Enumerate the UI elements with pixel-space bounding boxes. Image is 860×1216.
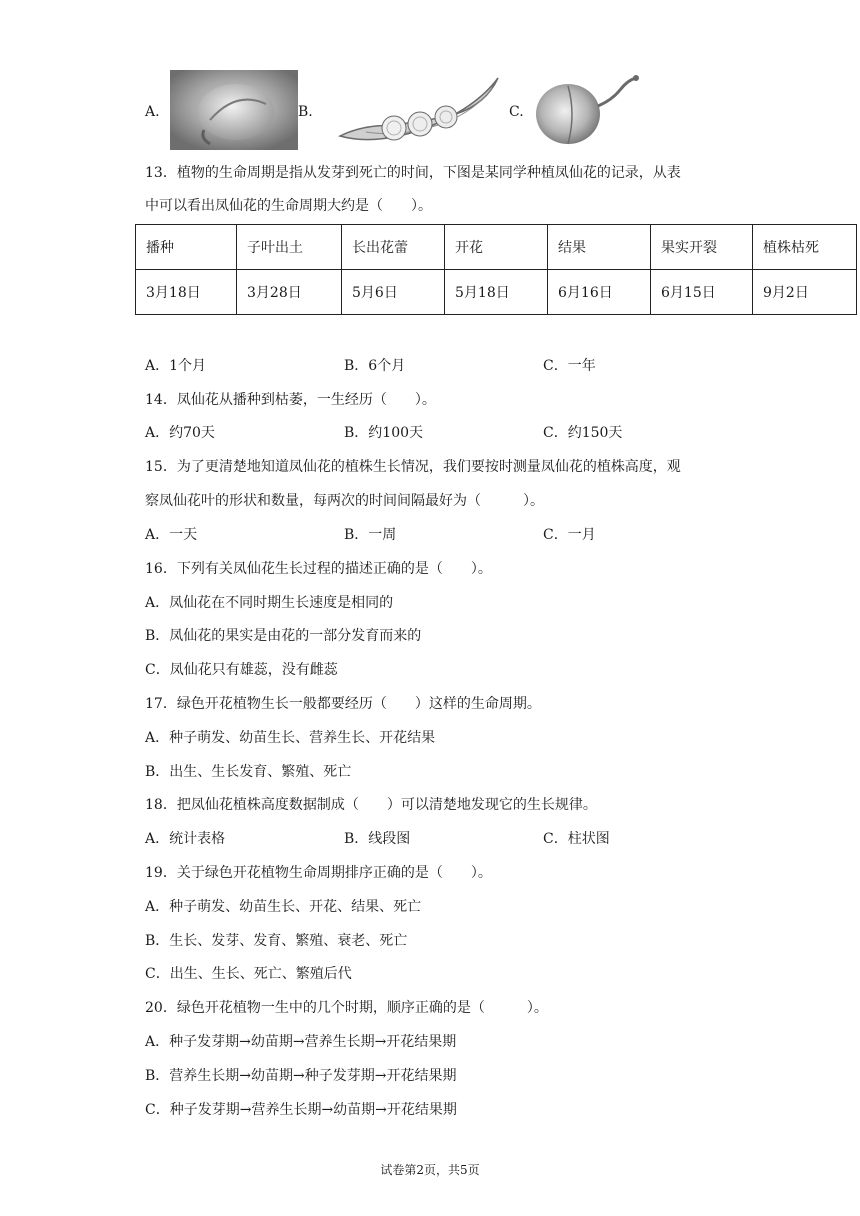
option-a-label: A. [145,104,160,120]
q18-option-a[interactable]: A．统计表格 [145,831,226,847]
q17-option-b[interactable]: B．出生、生长发育、繁殖、死亡 [145,764,352,780]
q17-option-a[interactable]: A．种子萌发、幼苗生长、营养生长、开花结果 [145,730,436,746]
table-cell: 子叶出土 [237,225,342,270]
option-c-label: C. [509,104,524,120]
table-cell: 3月28日 [237,270,342,315]
table-cell: 5月6日 [342,270,445,315]
q13-stem-line2: 中可以看出凤仙花的生命周期大约是（ ）。 [145,198,432,214]
q13-option-b[interactable]: B．6个月 [344,358,406,374]
q19-option-c[interactable]: C．出生、生长、死亡、繁殖后代 [145,966,352,982]
q14-option-c[interactable]: C．约150天 [543,425,623,441]
table-cell: 6月15日 [651,270,753,315]
q20-option-c[interactable]: C．种子发芽期→营养生长期→幼苗期→开花结果期 [145,1102,457,1118]
table-cell: 9月2日 [753,270,857,315]
q13-option-c[interactable]: C．一年 [543,358,596,374]
q16-stem: 16．下列有关凤仙花生长过程的描述正确的是（ ）。 [145,561,492,577]
q20-option-a[interactable]: A．种子发芽期→幼苗期→营养生长期→开花结果期 [145,1034,457,1050]
q15-option-a[interactable]: A．一天 [145,527,198,543]
table-row [136,270,857,315]
q19-option-a[interactable]: A．种子萌发、幼苗生长、开花、结果、死亡 [145,899,422,915]
q16-option-a[interactable]: A．凤仙花在不同时期生长速度是相同的 [145,595,394,611]
table-cell: 6月16日 [548,270,651,315]
q14-option-a[interactable]: A．约70天 [145,425,215,441]
q13-stem-line1: 13．植物的生命周期是指从发芽到死亡的时间，下图是某同学种植凤仙花的记录，从表 [145,165,681,181]
q13-option-a[interactable]: A．1个月 [145,358,207,374]
q16-option-b[interactable]: B．凤仙花的果实是由花的一部分发育而来的 [145,628,422,644]
growth-record-table [135,224,857,315]
q15-option-c[interactable]: C．一月 [543,527,596,543]
q18-stem: 18．把凤仙花植株高度数据制成（ ）可以清楚地发现它的生长规律。 [145,797,597,813]
seed-a-picture [170,70,298,150]
table-cell: 5月18日 [445,270,548,315]
q15-stem-line2: 察凤仙花叶的形状和数量，每两次的时间间隔最好为（ ）。 [145,493,544,509]
table-cell: 果实开裂 [651,225,753,270]
table-cell: 3月18日 [136,270,237,315]
seed-photo-a [170,70,298,150]
q18-option-b[interactable]: B．线段图 [344,831,411,847]
q17-stem: 17．绿色开花植物生长一般都要经历（ ）这样的生命周期。 [145,696,541,712]
q19-option-b[interactable]: B．生长、发芽、发育、繁殖、衰老、死亡 [145,933,408,949]
q14-stem: 14．凤仙花从播种到枯萎，一生经历（ ）。 [145,392,436,408]
q15-stem-line1: 15．为了更清楚地知道凤仙花的植株生长情况，我们要按时测量凤仙花的植株高度，观 [145,459,681,475]
table-cell: 结果 [548,225,651,270]
table-cell: 播种 [136,225,237,270]
q19-stem: 19．关于绿色开花植物生命周期排序正确的是（ ）。 [145,865,492,881]
q18-option-c[interactable]: C．柱状图 [543,831,610,847]
option-b-label: B. [298,104,313,120]
q20-option-b[interactable]: B．营养生长期→幼苗期→种子发芽期→开花结果期 [145,1068,457,1084]
q14-option-b[interactable]: B．约100天 [344,425,424,441]
fruit-photo-c [532,70,644,148]
impatiens-fruit-picture [532,70,644,148]
table-cell: 开花 [445,225,548,270]
page-footer: 试卷第2页，共5页 [380,1163,480,1177]
table-cell: 长出花蕾 [342,225,445,270]
pea-pod-photo-b [336,74,502,150]
table-header-row [136,225,857,270]
q16-option-c[interactable]: C．凤仙花只有雄蕊，没有雌蕊 [145,662,338,678]
q15-option-b[interactable]: B．一周 [344,527,397,543]
q20-stem: 20．绿色开花植物一生中的几个时期，顺序正确的是（ ）。 [145,1000,548,1016]
pea-pod-picture [336,74,502,150]
table-cell: 植株枯死 [753,225,857,270]
